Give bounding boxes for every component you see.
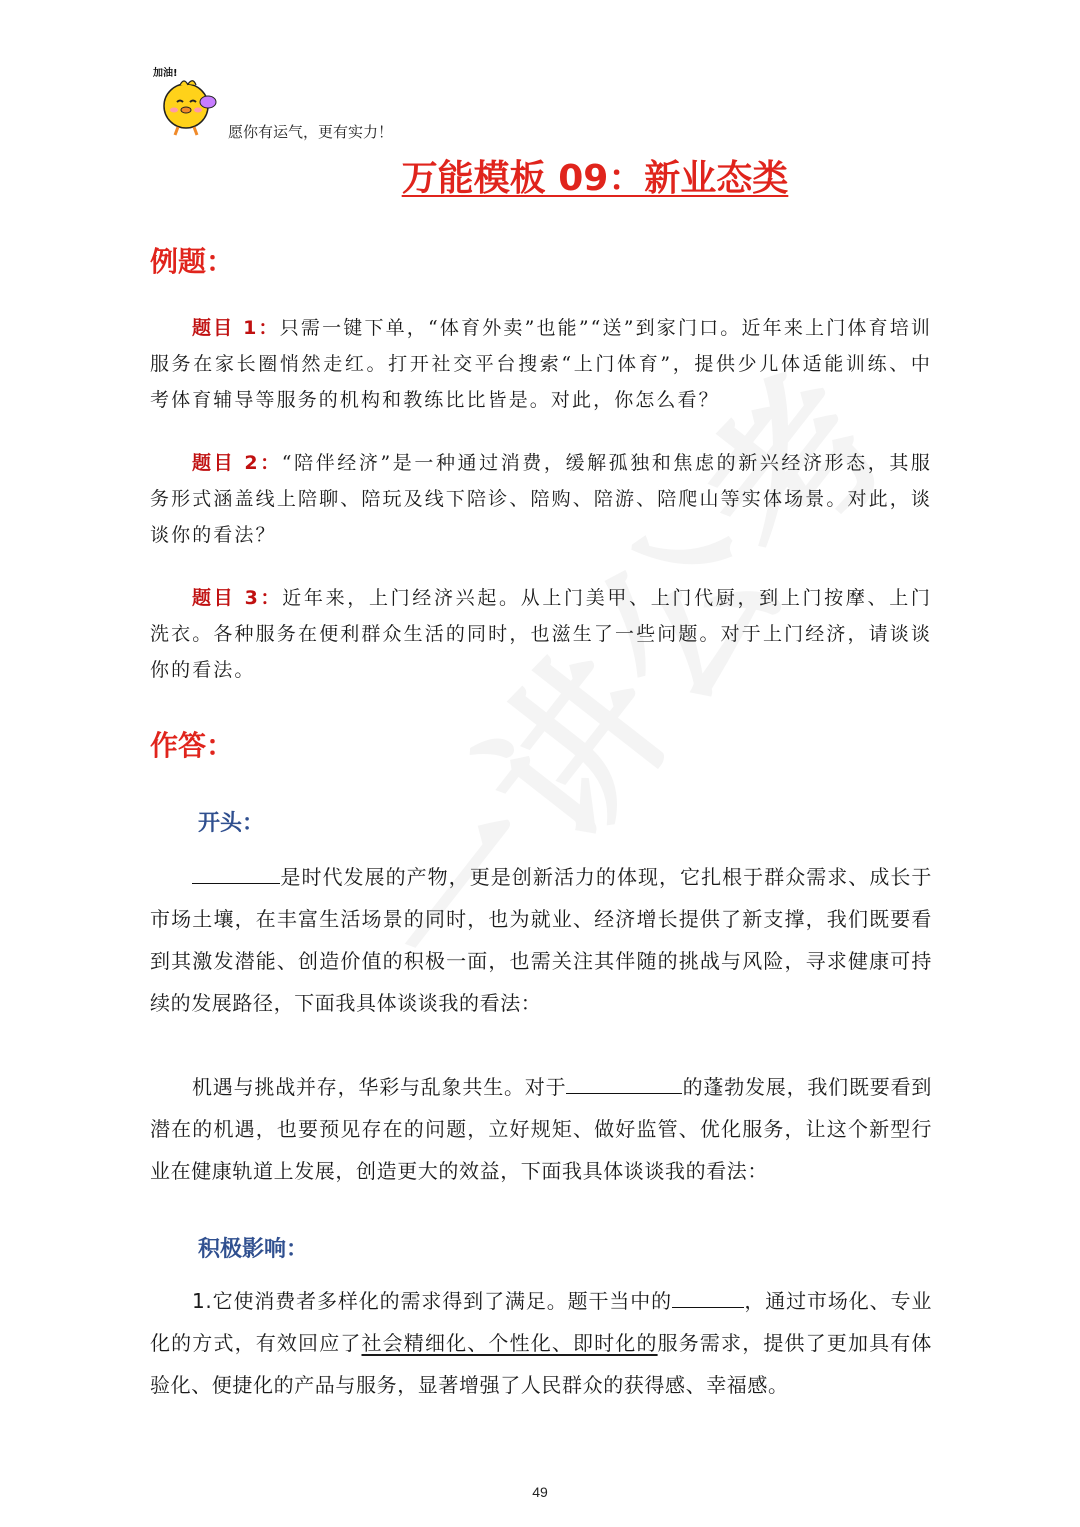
question-3-label: 题目 3：: [192, 587, 283, 609]
question-3-text: 近年来，上门经济兴起。从上门美甲、上门代厨，到上门按摩、上门洗衣。各种服务在便利群众生活的同时，也滋生了一些问题。对于上门经济，请谈谈你的看法。: [150, 587, 932, 681]
opening-paragraph-2-before: 机遇与挑战并存，华彩与乱象共生。对于: [192, 1075, 567, 1099]
positive-paragraph-1-before: 1.它使消费者多样化的需求得到了满足。题干当中的: [192, 1289, 673, 1313]
fill-blank: [672, 1306, 744, 1308]
positive-paragraph-1-after: 服务需求，提供了更加具有体验化、便捷化的产品与服务，显著增强了人民群众的获得感、幸福感。: [150, 1331, 932, 1397]
positive-paragraph-1: [150, 1280, 932, 1406]
question-2-text: “陪伴经济”是一种通过消费，缓解孤独和焦虑的新兴经济形态，其服务形式涵盖线上陪聊、陪玩及线下陪诊、陪购、陪游、陪爬山等实体场景。对此，谈谈你的看法？: [150, 452, 933, 546]
positive-heading: 积极影响：: [198, 1237, 309, 1262]
question-1-text: 只需一键下单，“体育外卖”也能”“送”到家门口。近年来上门体育培训服务在家长圈悄然走红。打开社交平台搜索“上门体育”，提供少儿体适能训练、中考体育辅导等服务的机构和教练比比皆是。对此，你怎么看？: [150, 317, 932, 411]
fill-blank: [566, 1092, 682, 1094]
question-1: [150, 310, 932, 418]
question-2: [150, 445, 932, 553]
page-title: 万能模板 09：新业态类: [401, 158, 789, 199]
question-1-label: 题目 1：: [192, 317, 280, 339]
opening-paragraph-1-text: 是时代发展的产物，更是创新活力的体现，它扎根于群众需求、成长于市场土壤，在丰富生活场景的同时，也为就业、经济增长提供了新支撑，我们既要看到其激发潜能、创造价值的积极一面，也需关注其伴随的挑战与风险，寻求健康可持续的发展路径，下面我具体谈谈我的看法：: [150, 865, 932, 1015]
question-2-label: 题目 2：: [192, 452, 282, 474]
page-number: 49: [532, 1484, 548, 1500]
opening-paragraph-2-after: 的蓬勃发展，我们既要看到潜在的机遇，也要预见存在的问题，立好规矩、做好监管、优化服务，让这个新型行业在健康轨道上发展，创造更大的效益，下面我具体谈谈我的看法：: [150, 1075, 932, 1183]
fill-blank: [192, 882, 280, 884]
positive-paragraph-1-mid: ，通过市场化、专业化的方式，有效回应了: [150, 1289, 932, 1355]
answer-heading: 作答：: [150, 729, 235, 762]
motto-text: 愿你有运气，更有实力！: [228, 123, 394, 141]
mascot-badge: 加油!: [153, 68, 178, 79]
examples-heading: 例题：: [150, 245, 235, 278]
opening-paragraph-2: [150, 1066, 932, 1192]
positive-paragraph-1-underlined: 社会精细化、个性化、即时化的: [361, 1331, 658, 1355]
opening-heading: 开头：: [198, 811, 265, 836]
question-3: [150, 580, 932, 688]
opening-paragraph-1: [150, 856, 932, 1024]
